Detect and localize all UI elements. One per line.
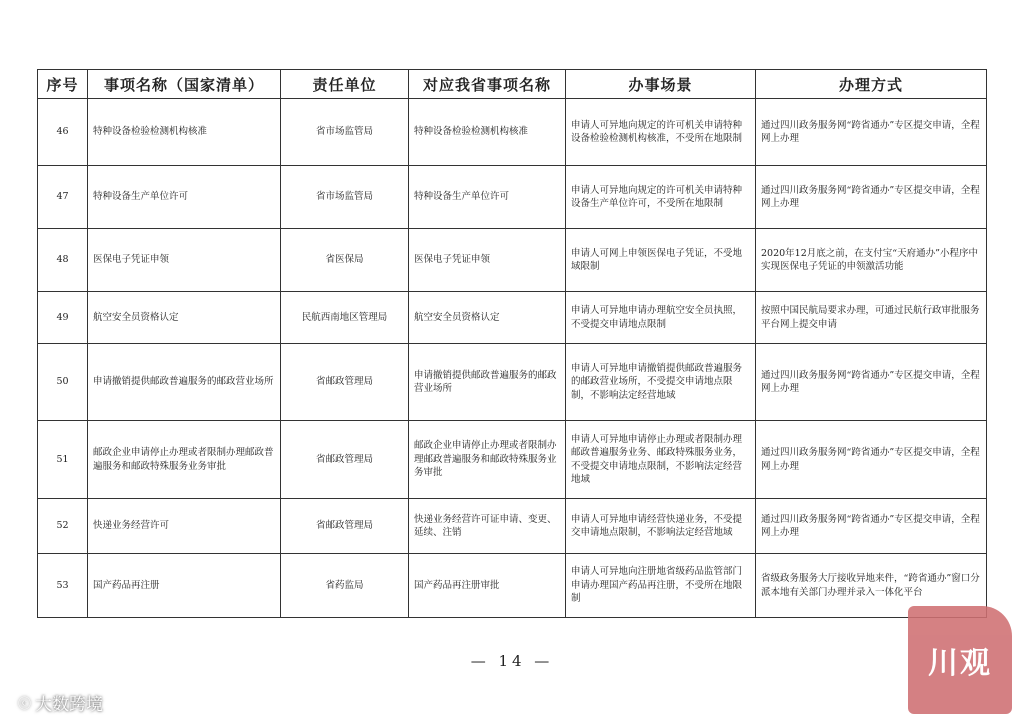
row-scenario: 申请人可异地申请经营快递业务，不受提交申请地点限制，不影响法定经营地域 — [566, 499, 756, 554]
row-no: 51 — [38, 421, 88, 499]
row-scenario: 申请人可网上申领医保电子凭证，不受地域限制 — [566, 229, 756, 292]
row-no: 46 — [38, 99, 88, 166]
row-no: 50 — [38, 344, 88, 421]
row-item-name: 特种设备检验检测机构核准 — [88, 99, 281, 166]
row-no: 52 — [38, 499, 88, 554]
row-no: 48 — [38, 229, 88, 292]
logo-text: 川观 — [928, 646, 992, 681]
header-unit: 责任单位 — [281, 70, 409, 99]
row-item-name: 快递业务经营许可 — [88, 499, 281, 554]
row-item-name: 申请撤销提供邮政普遍服务的邮政营业场所 — [88, 344, 281, 421]
row-method: 省级政务服务大厅接收异地来件，“跨省通办”窗口分派本地有关部门办理并录入一体化平台 — [756, 554, 987, 618]
row-item-name: 医保电子凭证申领 — [88, 229, 281, 292]
row-unit: 省市场监管局 — [281, 166, 409, 229]
row-unit: 省市场监管局 — [281, 99, 409, 166]
table-row — [38, 166, 987, 229]
row-item-name: 航空安全员资格认定 — [88, 292, 281, 344]
row-method: 通过四川政务服务网“跨省通办”专区提交申请，全程网上办理 — [756, 166, 987, 229]
row-method: 通过四川政务服务网“跨省通办”专区提交申请，全程网上办理 — [756, 344, 987, 421]
table-row — [38, 554, 987, 618]
header-method: 办理方式 — [756, 70, 987, 99]
row-method: 按照中国民航局要求办理，可通过民航行政审批服务平台网上提交申请 — [756, 292, 987, 344]
watermark-icon: ⓒ — [18, 697, 32, 712]
header-item-name: 事项名称（国家清单） — [88, 70, 281, 99]
row-no: 53 — [38, 554, 88, 618]
row-no: 49 — [38, 292, 88, 344]
row-unit: 省邮政管理局 — [281, 421, 409, 499]
row-province-name: 特种设备检验检测机构核准 — [409, 99, 566, 166]
header-no: 序号 — [38, 70, 88, 99]
row-scenario: 申请人可异地向规定的许可机关申请特种设备生产单位许可，不受所在地限制 — [566, 166, 756, 229]
row-province-name: 国产药品再注册审批 — [409, 554, 566, 618]
row-item-name: 邮政企业申请停止办理或者限制办理邮政普遍服务和邮政特殊服务业务审批 — [88, 421, 281, 499]
header-province-name: 对应我省事项名称 — [409, 70, 566, 99]
table-header-row — [38, 70, 987, 99]
row-method: 2020年12月底之前，在支付宝“天府通办”小程序中实现医保电子凭证的申领激活功能 — [756, 229, 987, 292]
row-scenario: 申请人可异地申请停止办理或者限制办理邮政普遍服务业务、邮政特殊服务业务，不受提交申请地点限制，不影响法定经营地域 — [566, 421, 756, 499]
row-unit: 省邮政管理局 — [281, 344, 409, 421]
row-province-name: 医保电子凭证申领 — [409, 229, 566, 292]
policy-table — [37, 69, 987, 618]
watermark-label: 大数跨境 — [35, 695, 104, 715]
table-row — [38, 292, 987, 344]
page-number: — 14 — — [470, 652, 554, 670]
header-scenario: 办事场景 — [566, 70, 756, 99]
row-scenario: 申请人可异地向注册地省级药品监管部门申请办理国产药品再注册，不受所在地限制 — [566, 554, 756, 618]
table-row — [38, 229, 987, 292]
table-row — [38, 344, 987, 421]
row-item-name: 国产药品再注册 — [88, 554, 281, 618]
row-no: 47 — [38, 166, 88, 229]
row-method: 通过四川政务服务网“跨省通办”专区提交申请，全程网上办理 — [756, 99, 987, 166]
row-unit: 民航西南地区管理局 — [281, 292, 409, 344]
watermark — [18, 690, 103, 715]
row-scenario: 申请人可异地申请撤销提供邮政普遍服务的邮政营业场所，不受提交申请地点限制，不影响法定经营地域 — [566, 344, 756, 421]
row-unit: 省邮政管理局 — [281, 499, 409, 554]
chuanguan-logo — [908, 606, 1012, 714]
row-unit: 省药监局 — [281, 554, 409, 618]
row-method: 通过四川政务服务网“跨省通办”专区提交申请，全程网上办理 — [756, 421, 987, 499]
row-scenario: 申请人可异地申请办理航空安全员执照，不受提交申请地点限制 — [566, 292, 756, 344]
row-scenario: 申请人可异地向规定的许可机关申请特种设备检验检测机构核准，不受所在地限制 — [566, 99, 756, 166]
table-row — [38, 499, 987, 554]
row-method: 通过四川政务服务网“跨省通办”专区提交申请，全程网上办理 — [756, 499, 987, 554]
table-row — [38, 99, 987, 166]
row-province-name: 邮政企业申请停止办理或者限制办理邮政普遍服务和邮政特殊服务业务审批 — [409, 421, 566, 499]
row-province-name: 快递业务经营许可证申请、变更、延续、注销 — [409, 499, 566, 554]
row-province-name: 航空安全员资格认定 — [409, 292, 566, 344]
row-unit: 省医保局 — [281, 229, 409, 292]
table-row — [38, 421, 987, 499]
row-province-name: 申请撤销提供邮政普遍服务的邮政营业场所 — [409, 344, 566, 421]
row-province-name: 特种设备生产单位许可 — [409, 166, 566, 229]
row-item-name: 特种设备生产单位许可 — [88, 166, 281, 229]
